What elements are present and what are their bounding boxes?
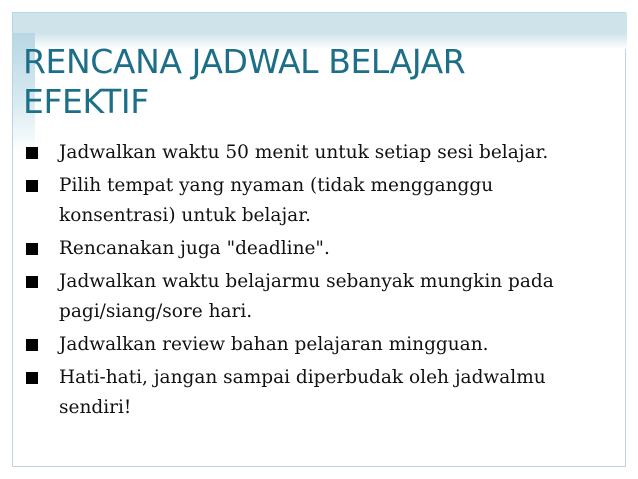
bullet-text: Rencanakan juga "deadline".	[59, 238, 330, 259]
bullet-item	[23, 171, 608, 231]
bullet-text-continued: konsentrasi) untuk belajar.	[59, 205, 311, 226]
bullet-text-continued: pagi/siang/sore hari.	[59, 301, 253, 322]
bullet-text: Jadwalkan waktu belajarmu sebanyak mungkin pada	[59, 271, 554, 292]
bullet-item	[23, 363, 608, 423]
filled-square-bullet-icon	[23, 363, 41, 393]
bullet-text: Hati-hati, jangan sampai diperbudak oleh jadwalmu	[59, 367, 546, 388]
bullet-list	[23, 138, 608, 426]
bullet-item	[23, 138, 608, 168]
top-accent-band	[13, 13, 627, 33]
slide-title	[23, 42, 583, 122]
filled-square-bullet-icon	[23, 171, 41, 201]
filled-square-bullet-icon	[23, 234, 41, 264]
bullet-text: Jadwalkan review bahan pelajaran mingguan.	[59, 334, 489, 355]
bullet-item	[23, 330, 608, 360]
bullet-text: Jadwalkan waktu 50 menit untuk setiap sesi belajar.	[59, 142, 549, 163]
bullet-text-continued: sendiri!	[59, 397, 132, 418]
bullet-item	[23, 267, 608, 327]
title-line-1: RENCANA JADWAL BELAJAR	[23, 42, 466, 81]
filled-square-bullet-icon	[23, 330, 41, 360]
bullet-item	[23, 234, 608, 264]
filled-square-bullet-icon	[23, 267, 41, 297]
bullet-text: Pilih tempat yang nyaman (tidak mengganggu	[59, 175, 494, 196]
title-line-2: EFEKTIF	[23, 82, 149, 121]
filled-square-bullet-icon	[23, 138, 41, 168]
